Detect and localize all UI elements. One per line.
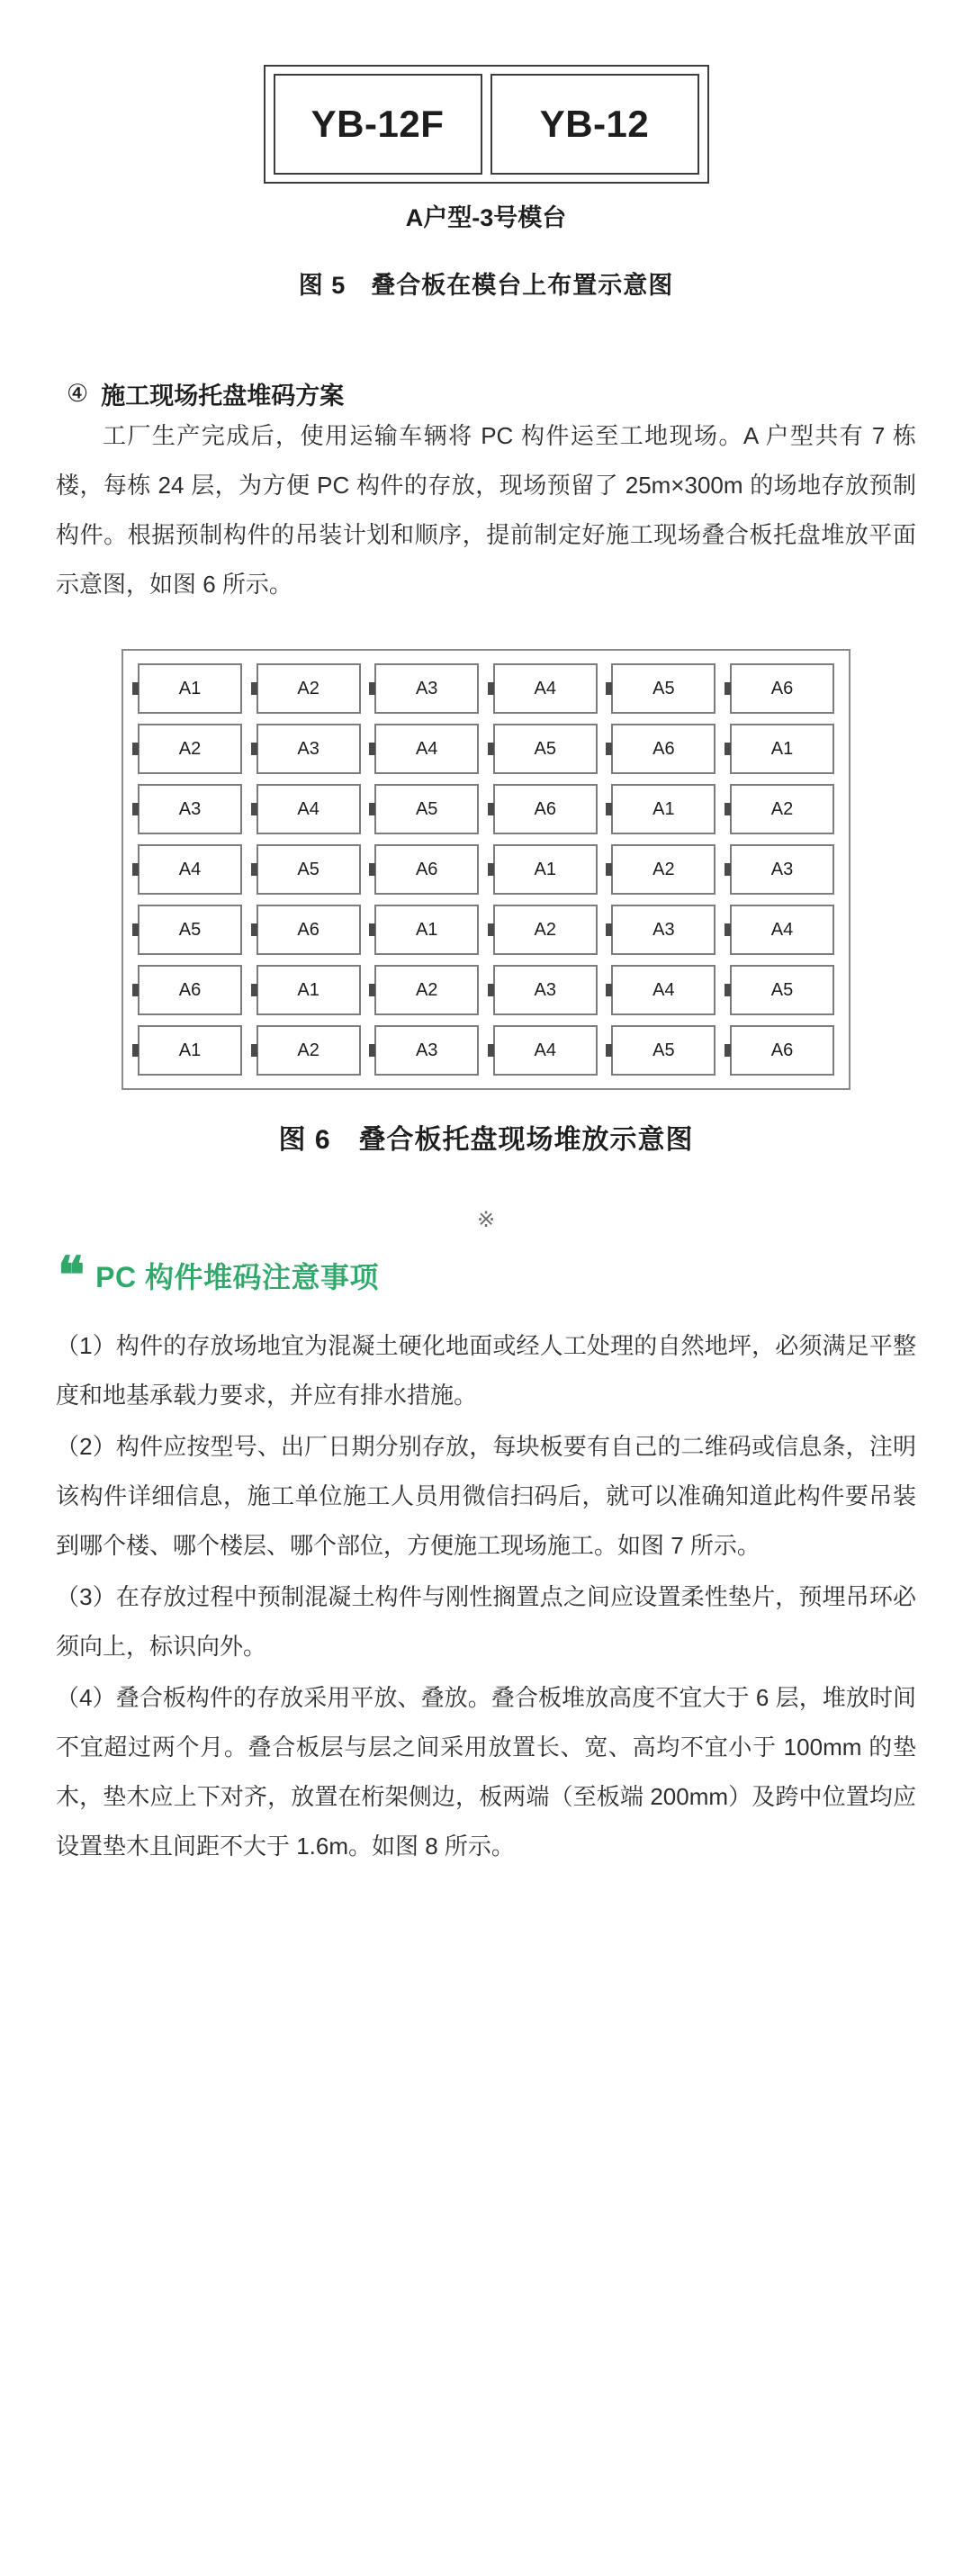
figure-6 (54, 649, 918, 1157)
pallet-cell: A5 (374, 784, 479, 834)
pallet-cell: A5 (611, 1025, 716, 1076)
pallet-cell: A6 (138, 965, 242, 1015)
figure-5 (54, 0, 918, 301)
pallet-cell: A5 (730, 965, 834, 1015)
section-heading-label: 施工现场托盘堆码方案 (101, 383, 345, 410)
pallet-cell: A2 (730, 784, 834, 834)
pallet-cell: A4 (493, 1025, 598, 1076)
mold-table-diagram (264, 65, 709, 184)
pallet-cell: A4 (374, 724, 479, 774)
section-marker: ④ (67, 380, 89, 407)
pallet-cell: A5 (256, 844, 361, 895)
pallet-cell: A2 (374, 965, 479, 1015)
pallet-cell: A6 (256, 905, 361, 955)
callout-heading (54, 1248, 918, 1304)
pallet-cell: A6 (374, 844, 479, 895)
pallet-cell: A2 (256, 1025, 361, 1076)
pallet-cell: A1 (138, 663, 242, 714)
pallet-cell: A3 (138, 784, 242, 834)
note-item: （4）叠合板构件的存放采用平放、叠放。叠合板堆放高度不宜大于 6 层，堆放时间不宜超过两个月。叠合板层与层之间采用放置长、宽、高均不宜小于 100mm 的垫木，垫木应上下对齐，放置在桁架侧边，板两端（至板端 200mm）及跨中位置均应设置垫木且间距不大于 1.6m。如图 8 所示。 (56, 1684, 916, 1860)
pallet-cell: A3 (256, 724, 361, 774)
pallet-cell: A1 (493, 844, 598, 895)
pallet-cell: A5 (138, 905, 242, 955)
pallet-cell: A2 (138, 724, 242, 774)
pallet-row (138, 1025, 834, 1076)
pallet-cell: A3 (374, 663, 479, 714)
mold-table-label: A户型-3号模台 (405, 204, 567, 231)
mold-cell: YB-12F (274, 74, 482, 175)
note-item: （1）构件的存放场地宜为混凝土硬化地面或经人工处理的自然地坪，必须满足平整度和地基承载力要求，并应有排水措施。 (56, 1332, 916, 1409)
mold-cell: YB-12 (490, 74, 699, 175)
pallet-cell: A2 (611, 844, 716, 895)
pallet-cell: A2 (256, 663, 361, 714)
pallet-cell: A1 (138, 1025, 242, 1076)
pallet-cell: A4 (493, 663, 598, 714)
pallet-row (138, 784, 834, 834)
pallet-cell: A3 (493, 965, 598, 1015)
pallet-cell: A6 (730, 1025, 834, 1076)
notes-list (54, 1321, 918, 1871)
pallet-cell: A4 (138, 844, 242, 895)
note-item: （3）在存放过程中预制混凝土构件与刚性搁置点之间应设置柔性垫片，预埋吊环必须向上，标识向外。 (56, 1583, 916, 1660)
figure-5-title: 图 5 叠合板在模台上布置示意图 (298, 272, 674, 299)
callout-title: PC 构件堆码注意事项 (95, 1261, 379, 1293)
divider-mark: ※ (476, 1208, 496, 1232)
pallet-yard-diagram (122, 649, 850, 1090)
pallet-cell: A4 (256, 784, 361, 834)
pallet-cell: A6 (493, 784, 598, 834)
pallet-cell: A6 (730, 663, 834, 714)
pallet-row (138, 905, 834, 955)
figure-6-title: 图 6 叠合板托盘现场堆放示意图 (278, 1125, 694, 1155)
pallet-row (138, 663, 834, 714)
pallet-cell: A5 (493, 724, 598, 774)
pallet-cell: A5 (611, 663, 716, 714)
pallet-row (138, 724, 834, 774)
pallet-cell: A1 (611, 784, 716, 834)
pallet-cell: A2 (493, 905, 598, 955)
section-paragraph: 工厂生产完成后，使用运输车辆将 PC 构件运至工地现场。A 户型共有 7 栋楼，每栋 24 层，为方便 PC 构件的存放，现场预留了 25m×300m 的场地存放预制构件。根据预制构件的吊装计划和顺序，提前制定好施工现场叠合板托盘堆放平面示意图，如图 6 所示。 (56, 422, 916, 598)
pallet-cell: A3 (611, 905, 716, 955)
pallet-cell: A4 (611, 965, 716, 1015)
pallet-cell: A6 (611, 724, 716, 774)
pallet-row (138, 965, 834, 1015)
pallet-cell: A1 (730, 724, 834, 774)
pallet-cell: A1 (256, 965, 361, 1015)
pallet-row (138, 844, 834, 895)
pallet-cell: A3 (374, 1025, 479, 1076)
pallet-cell: A4 (730, 905, 834, 955)
note-item: （2）构件应按型号、出厂日期分别存放，每块板要有自己的二维码或信息条，注明该构件详细信息，施工单位施工人员用微信扫码后，就可以准确知道此构件要吊装到哪个楼、哪个楼层、哪个部位，方便施工现场施工。如图 7 所示。 (56, 1433, 916, 1559)
pallet-cell: A1 (374, 905, 479, 955)
section-heading (54, 376, 918, 411)
pallet-cell: A3 (730, 844, 834, 895)
quote-icon: ❝ (58, 1248, 86, 1304)
